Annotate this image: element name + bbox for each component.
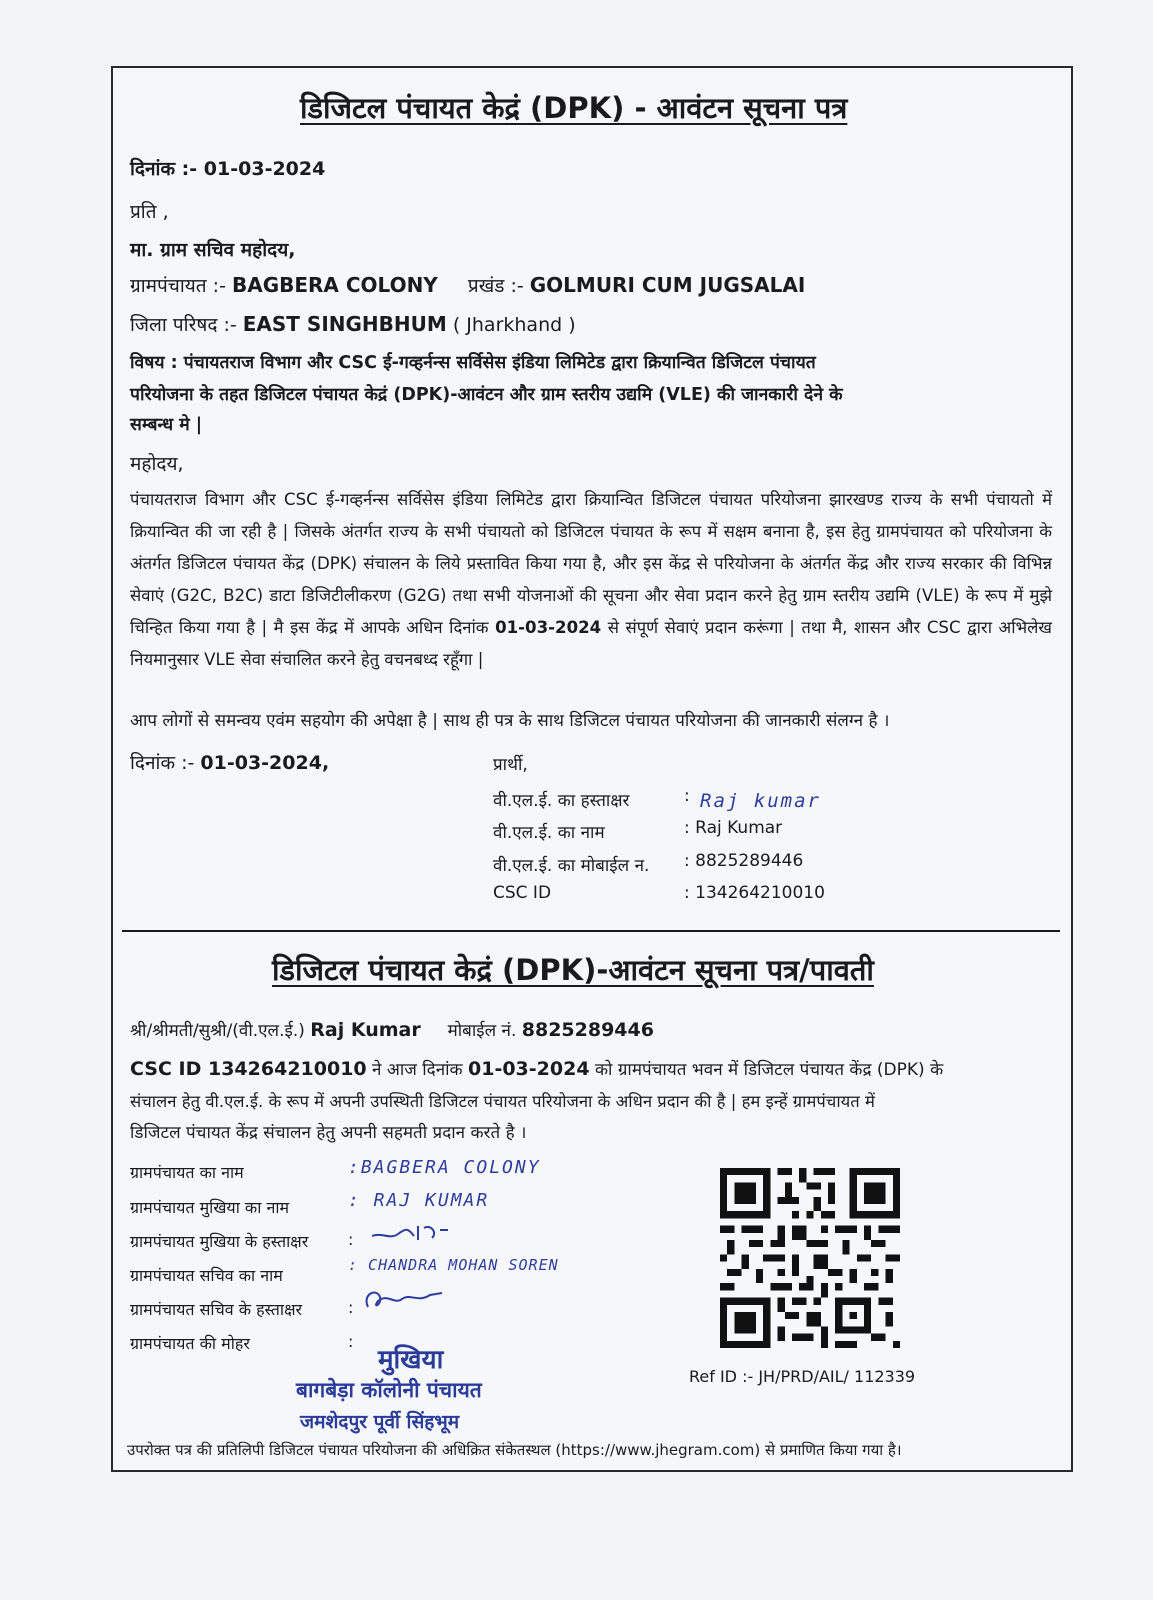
block-label: प्रखंड :-: [467, 275, 530, 297]
section-divider: [122, 930, 1060, 932]
addressee: मा. ग्राम सचिव महोदय,: [130, 239, 296, 261]
body-paragraph-date: 01-03-2024: [495, 618, 602, 637]
mukhiya-signature: [368, 1218, 458, 1248]
district-value: EAST SINGHBHUM: [242, 312, 447, 336]
receipt-vle-line: [130, 1018, 654, 1041]
vle-name-value: : Raj Kumar: [684, 818, 783, 838]
receipt-vle-prefix: श्री/श्रीमती/सुश्री/(वी.एल.ई.): [130, 1021, 311, 1041]
csc-id-value: : 134264210010: [684, 883, 825, 903]
state-value: ( Jharkhand ): [452, 314, 576, 336]
gp-value: BAGBERA COLONY: [231, 273, 438, 297]
date-line: [130, 155, 325, 181]
secretary-name-label: ग्रामपंचायत सचिव का नाम: [130, 1266, 283, 1285]
vle-mobile-label: वी.एल.ई. का मोबाईल न.: [493, 856, 650, 876]
district-label: जिला परिषद :-: [130, 314, 243, 336]
receipt-line-3: डिजिटल पंचायत केंद्र संचालन हेतु अपनी सहमती प्रदान करते है ।: [130, 1123, 527, 1143]
block-value: GOLMURI CUM JUGSALAI: [529, 273, 806, 297]
gp-label: ग्रामपंचायत :-: [130, 275, 232, 297]
salutation: महोदय,: [130, 453, 184, 475]
date-label: दिनांक :-: [130, 158, 204, 180]
receipt-vle-name: Raj Kumar: [310, 1019, 421, 1041]
footer-note: उपरोक्त पत्र की प्रतिलिपी डिजिटल पंचायत परियोजना की अधिक्रित संकेतस्थल (https://www.jhegram.com) से प्रमाणित किया गया है।: [127, 1441, 902, 1459]
receipt-csc-id: CSC ID 134264210010: [130, 1058, 367, 1080]
to-line: प्रति ,: [130, 201, 169, 223]
receipt-title: डिजिटल पंचायत केद्रं (DPK)-आवंटन सूचना पत्र/पावती: [272, 953, 874, 987]
subject-line-3: सम्बन्ध मे |: [130, 415, 203, 435]
secretary-signature-label: ग्रामपंचायत सचिव के हस्ताक्षर: [130, 1300, 303, 1319]
body-paragraph-part1: पंचायतराज विभाग और CSC ई-गव्हर्नन्स सर्विसेस इंडिया लिमिटेड द्वारा क्रियान्वित डिजिटल पंचायत परियोजना झारखण्ड राज्य के सभी पंचायतो में क्रियान्वित की जा रही है | जिसके अंतर्गत राज्य के सभी पंचायतो को डिजिटल पंचायत के रूप में सक्षम बनाना है, इस हेतु ग्रामपंचायत को परियोजना के अंतर्गत डिजिटल पंचायत केंद्र (DPK) संचालन के लिये प्रस्तावित किया गया है, और इस केंद्र से परियोजना के अंतर्गत केंद्र और राज्य सरकार की विभिन्न सेवाएं (G2C, B2C) डाटा डिजिटीलीकरण (G2G) तथा सभी योजनाओं की सूचना और सेवा प्रदान करने हेतु ग्राम स्तरीय उद्यमि (VLE) के रूप में मुझे चिन्हित किया गया है | मै इस केंद्र में आपके अधिन दिनांक: [130, 490, 1052, 637]
mukhiya-name-label: ग्रामपंचायत मुखिया का नाम: [130, 1198, 290, 1217]
secretary-signature-colon: :: [348, 1298, 354, 1317]
mukhiya-signature-label: ग्रामपंचायत मुखिया के हस्ताक्षर: [130, 1232, 309, 1251]
stamp-line-2: बागबेड़ा कॉलोनी पंचायत: [296, 1378, 482, 1402]
district-line: [130, 311, 576, 337]
mukhiya-name-value: : RAJ KUMAR: [348, 1190, 490, 1211]
receipt-line-1-end: को ग्रामपंचायत भवन में डिजिटल पंचायत केंद्र (DPK) के: [589, 1060, 944, 1080]
body-paragraph-part2: से संपूर्ण सेवाएं प्रदान करूंगा | तथा मै, शासन और CSC द्वारा अभिलेख नियमानुसार VLE सेवा संचालित करने हेतु वचनबध्द रहूँगा |: [130, 618, 1052, 669]
footer-date-value: 01-03-2024,: [200, 752, 330, 774]
gp-name-value: :BAGBERA COLONY: [348, 1157, 541, 1178]
receipt-line-2: संचालन हेतु वी.एल.ई. के रूप में अपनी उपस्थिती डिजिटल पंचायत परियोजना के अधिन प्रदान की है | हम इन्हें ग्रामपंचायत में: [130, 1092, 875, 1111]
vle-name-label: वी.एल.ई. का नाम: [493, 823, 605, 843]
stamp-line-1: मुखिया: [378, 1345, 444, 1375]
date-value: 01-03-2024: [203, 158, 326, 180]
vle-signature-colon: :: [684, 786, 690, 806]
seal-label: ग्रामपंचायत की मोहर: [130, 1334, 250, 1353]
subject-line-1: विषय : पंचायतराज विभाग और CSC ई-गव्हर्नन्स सर्विसेस इंडिया लिमिटेड द्वारा क्रियान्वित डिजिटल पंचायत: [130, 353, 816, 373]
secretary-name-value: : CHANDRA MOHAN SOREN: [348, 1256, 559, 1274]
mukhiya-signature-colon: :: [348, 1230, 354, 1249]
seal-colon: :: [348, 1332, 354, 1351]
document-title: डिजिटल पंचायत केद्रं (DPK) - आवंटन सूचना पत्र: [300, 91, 848, 125]
stamp-line-3: जमशेदपुर पूर्वी सिंहभूम: [300, 1411, 460, 1433]
ref-id: Ref ID :- JH/PRD/AIL/ 112339: [689, 1367, 916, 1386]
receipt-mobile-label: मोबाईल नं.: [447, 1021, 522, 1041]
subject-line-2: परियोजना के तहत डिजिटल पंचायत केद्रं (DPK)-आवंटन और ग्राम स्तरीय उद्यमि (VLE) की जानकारी देने के: [130, 385, 843, 405]
gp-line: [130, 272, 805, 298]
receipt-mobile-value: 8825289446: [521, 1019, 654, 1041]
secretary-signature: [360, 1283, 450, 1317]
footer-date-label: दिनांक :-: [130, 752, 201, 774]
body-paragraph: [130, 484, 1052, 676]
applicant-label: प्रार्थी,: [493, 755, 528, 775]
vle-signature: Raj kumar: [700, 790, 821, 812]
receipt-date: 01-03-2024: [468, 1058, 590, 1080]
vle-mobile-value: : 8825289446: [684, 851, 804, 871]
gp-name-label: ग्रामपंचायत का नाम: [130, 1163, 244, 1182]
footer-date: [130, 749, 329, 775]
receipt-line-1: [130, 1057, 943, 1080]
receipt-line-1-mid: ने आज दिनांक: [366, 1060, 469, 1080]
body-paragraph-2: आप लोगों से समन्वय एवंम सहयोग की अपेक्षा है | साथ ही पत्र के साथ डिजिटल पंचायत परियोजना की जानकारी संलग्न है ।: [130, 711, 890, 731]
csc-id-label: CSC ID: [493, 883, 552, 903]
qr-code: [720, 1168, 900, 1348]
vle-signature-label: वी.एल.ई. का हस्ताक्षर: [493, 791, 630, 811]
